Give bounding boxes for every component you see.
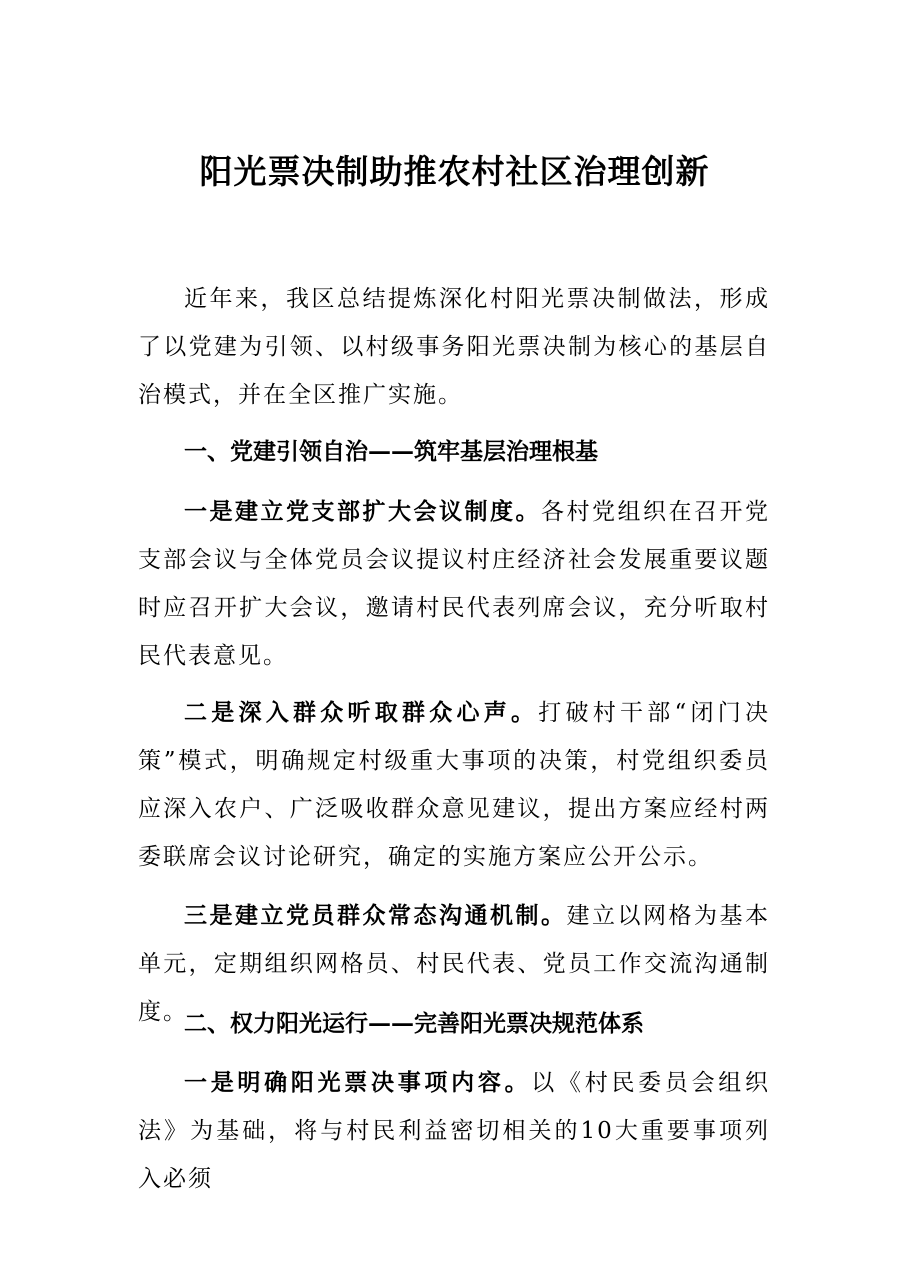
paragraph-lead: 一是建立党支部扩大会议制度。 [184,498,541,525]
section-1-paragraph-2 [138,689,770,881]
paragraph-text: 打破村干部“闭门决策”模式，明确规定村级重大事项的决策，村党组织委员应深入农户、广泛吸收群众意见建议，提出方案应经村两委联席会议讨论研究，确定的实施方案应公开公示。 [138,700,771,870]
document-title: 阳光票决制助推农村社区治理创新 [199,152,710,191]
section-2-paragraph-1 [138,1059,770,1203]
paragraph-text: 以《村民委员会组织法》为基础，将与村民利益密切相关的10大重要事项列入必须 [138,1070,771,1192]
section-1-paragraph-1 [138,488,770,680]
section-heading-2: 二、权力阳光运行——完善阳光票决规范体系 [184,1010,644,1037]
paragraph-text: 建立以网格为基本单元，定期组织网格员、村民代表、党员工作交流沟通制度。 [138,903,770,1025]
paragraph-text: 各村党组织在召开党支部会议与全体党员会议提议村庄经济社会发展重要议题时应召开扩大会议，邀请村民代表列席会议，充分听取村民代表意见。 [138,499,770,669]
paragraph-lead: 二是深入群众听取群众心声。 [184,699,539,726]
section-heading-1: 一、党建引领自治——筑牢基层治理根基 [184,438,598,465]
paragraph-lead: 三是建立党员群众常态沟通机制。 [184,902,567,929]
intro-paragraph: 近年来，我区总结提炼深化村阳光票决制做法，形成了以党建为引领、以村级事务阳光票决制为核心的基层自治模式，并在全区推广实施。 [138,286,770,408]
paragraph-lead: 一是明确阳光票决事项内容。 [184,1069,532,1096]
